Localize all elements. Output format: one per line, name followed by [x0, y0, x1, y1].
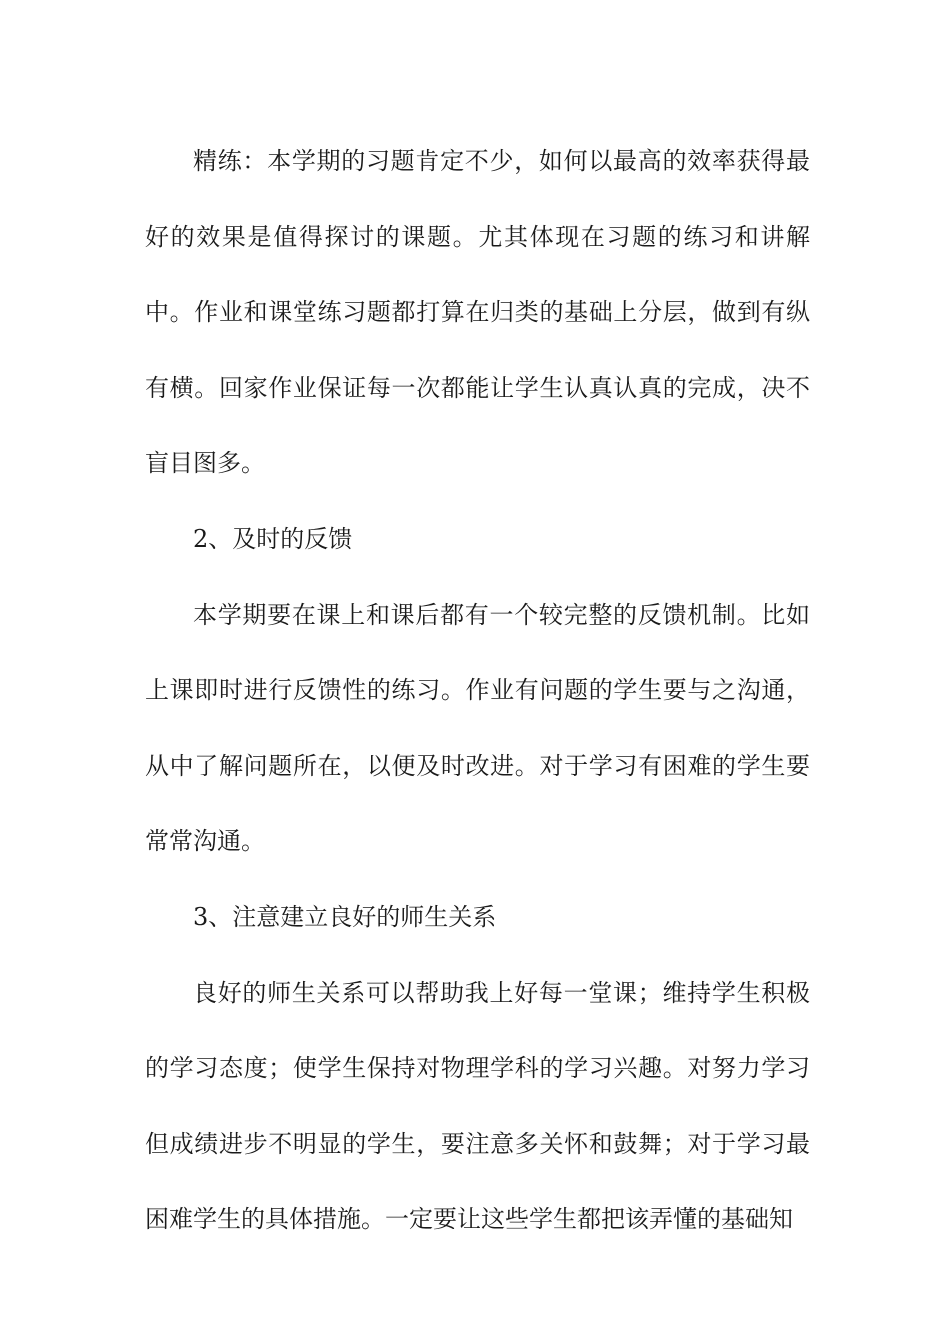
- paragraph-relationship: 良好的师生关系可以帮助我上好每一堂课；维持学生积极的学习态度；使学生保持对物理学科的学习兴趣。对努力学习但成绩进步不明显的学生，要注意多关怀和鼓舞；对于学习最困难学生的具体措施。一定要让这些学生都把该弄懂的基础知: [145, 978, 810, 1234]
- paragraph-practice: 精练：本学期的习题肯定不少，如何以最高的效率获得最好的效果是值得探讨的课题。尤其体现在习题的练习和讲解中。作业和课堂练习题都打算在归类的基础上分层，做到有纵有横。回家作业保证每一次都能让学生认真认真的完成，决不盲目图多。: [145, 147, 810, 478]
- paragraph-feedback: 本学期要在课上和课后都有一个较完整的反馈机制。比如上课即时进行反馈性的练习。作业有问题的学生要与之沟通，从中了解问题所在，以便及时改进。对于学习有困难的学生要常常沟通。: [145, 600, 810, 856]
- heading-feedback: 2、及时的反馈: [193, 524, 353, 553]
- document-body: [145, 124, 810, 1258]
- heading-relationship: 3、注意建立良好的师生关系: [193, 902, 497, 931]
